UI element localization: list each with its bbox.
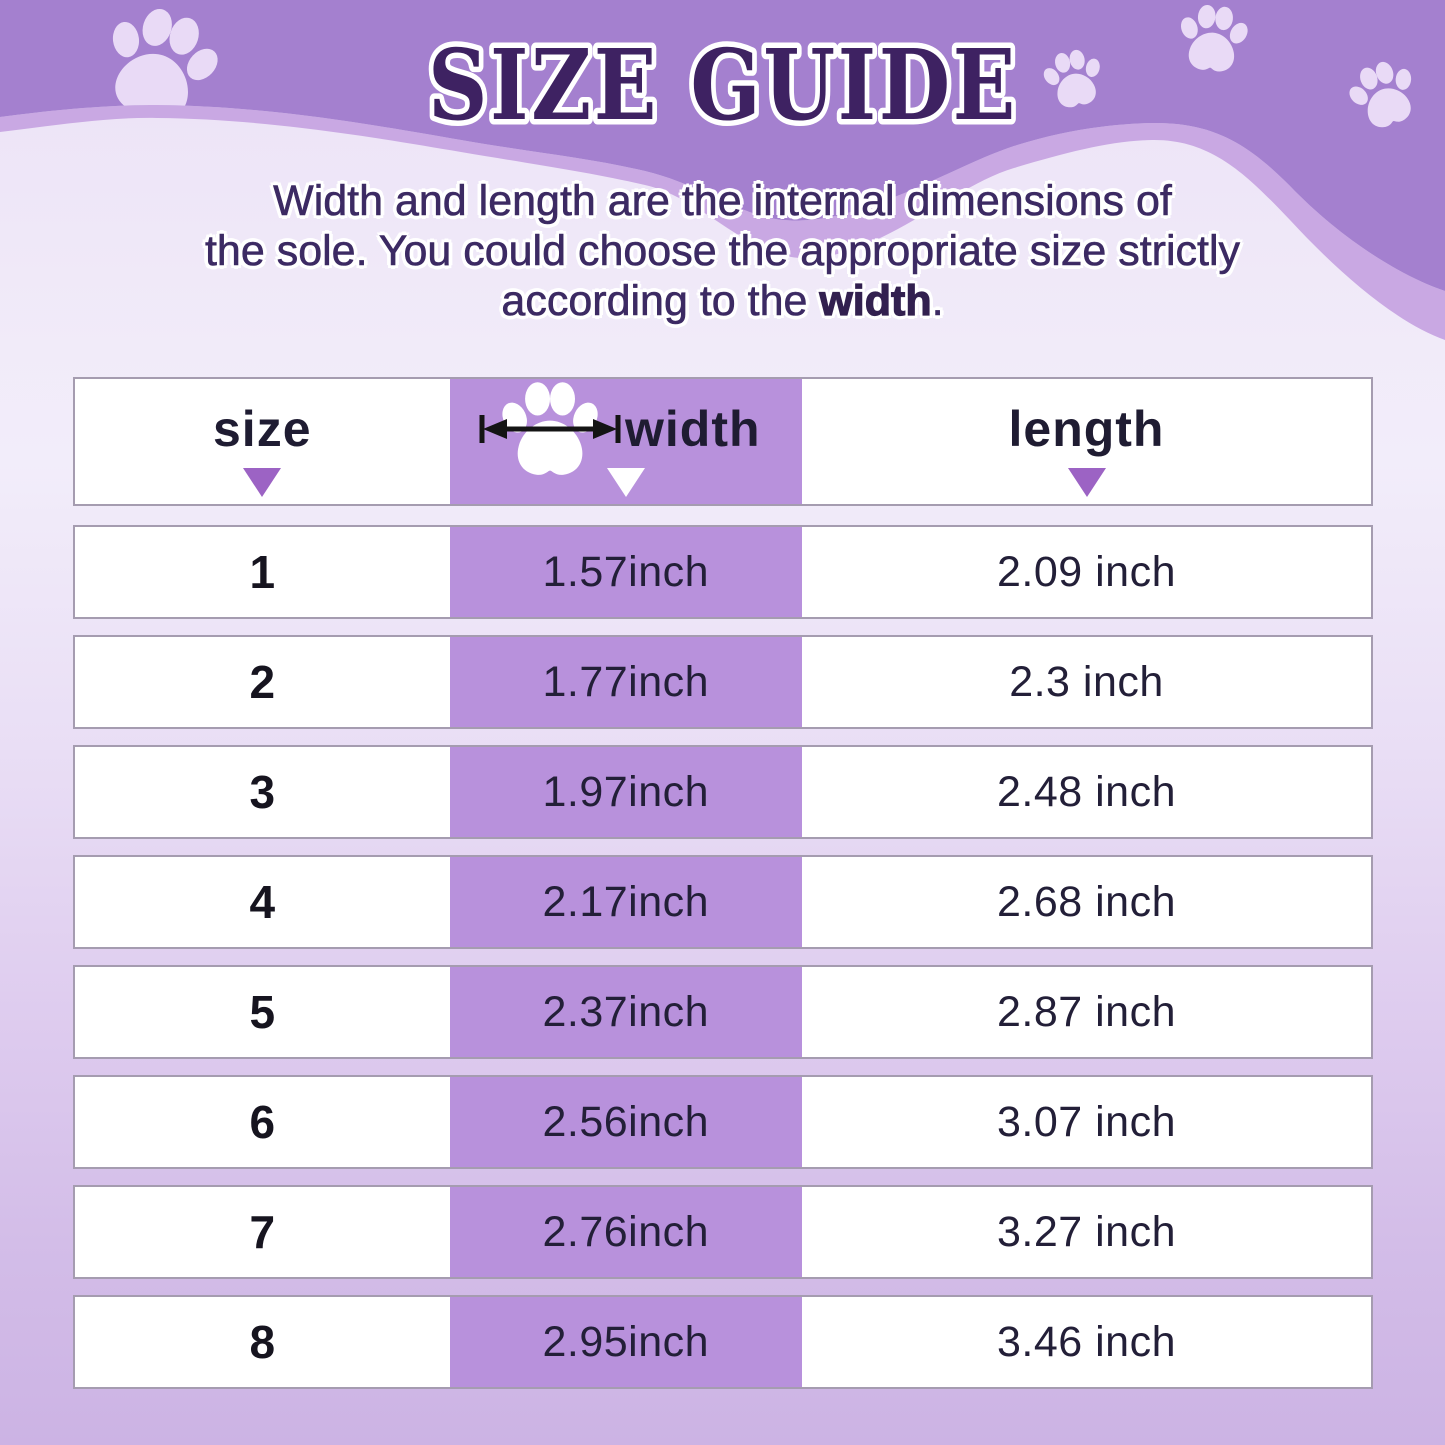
length-cell — [802, 747, 1371, 837]
length-value: 3.07 inch — [996, 1097, 1177, 1146]
triangle-pointer-icon — [607, 468, 645, 497]
size-value: 8 — [249, 1316, 276, 1368]
table-row — [73, 855, 1373, 949]
width-cell — [450, 637, 803, 727]
header-size-cell — [75, 379, 450, 504]
length-value: 2.48 inch — [996, 767, 1177, 816]
size-value: 5 — [249, 986, 276, 1038]
width-value: 1.77inch — [542, 657, 710, 706]
table-row — [73, 635, 1373, 729]
header-length-cell — [802, 379, 1371, 504]
subtitle-line-3-suffix: . — [931, 277, 944, 325]
header-length-label: length — [1008, 400, 1165, 457]
table-row — [73, 1185, 1373, 1279]
width-cell — [450, 1297, 803, 1387]
size-table — [73, 377, 1373, 1405]
size-cell — [75, 967, 450, 1057]
width-value: 2.17inch — [542, 877, 710, 926]
subtitle-line-3 — [0, 276, 1445, 326]
size-value: 7 — [249, 1206, 276, 1258]
length-cell — [802, 1187, 1371, 1277]
width-cell — [450, 1187, 803, 1277]
title-banner — [373, 20, 1073, 150]
width-measure-icon — [491, 377, 609, 481]
size-cell — [75, 637, 450, 727]
triangle-pointer-icon — [243, 468, 281, 497]
length-cell — [802, 637, 1371, 727]
length-value: 3.27 inch — [996, 1207, 1177, 1256]
width-value: 1.97inch — [542, 767, 710, 816]
size-cell — [75, 527, 450, 617]
size-value: 6 — [249, 1096, 276, 1148]
size-cell — [75, 1077, 450, 1167]
width-cell — [450, 747, 803, 837]
length-cell — [802, 527, 1371, 617]
table-header-row — [73, 377, 1373, 506]
length-value: 3.46 inch — [996, 1317, 1177, 1366]
length-cell — [802, 967, 1371, 1057]
width-measure-arrow-icon — [477, 411, 623, 447]
header-size-label: size — [213, 400, 312, 457]
length-cell — [802, 857, 1371, 947]
size-value: 2 — [249, 656, 276, 708]
size-cell — [75, 857, 450, 947]
subtitle — [0, 176, 1445, 326]
width-cell — [450, 857, 803, 947]
subtitle-line-3-prefix: according to the — [501, 277, 820, 325]
page-title: SIZE GUIDE — [427, 28, 1018, 142]
width-value: 1.57inch — [542, 547, 710, 596]
width-cell — [450, 527, 803, 617]
size-value: 3 — [249, 766, 276, 818]
table-row — [73, 745, 1373, 839]
size-cell — [75, 1187, 450, 1277]
size-value: 4 — [249, 876, 276, 928]
table-row — [73, 525, 1373, 619]
width-value: 2.56inch — [542, 1097, 710, 1146]
width-cell — [450, 967, 803, 1057]
subtitle-line-2: the sole. You could choose the appropriate size strictly — [204, 227, 1241, 275]
width-value: 2.37inch — [542, 987, 710, 1036]
header-width-cell — [450, 379, 803, 504]
width-cell — [450, 1077, 803, 1167]
width-value: 2.76inch — [542, 1207, 710, 1256]
size-cell — [75, 747, 450, 837]
length-value: 2.09 inch — [996, 547, 1177, 596]
subtitle-line-3-bold-word: width — [819, 277, 932, 325]
table-row — [73, 965, 1373, 1059]
length-value: 2.87 inch — [996, 987, 1177, 1036]
length-cell — [802, 1077, 1371, 1167]
table-row — [73, 1075, 1373, 1169]
table-row — [73, 1295, 1373, 1389]
header-width-label: width — [625, 400, 761, 457]
length-value: 2.3 inch — [1009, 657, 1164, 706]
subtitle-line-1: Width and length are the internal dimensions of — [273, 177, 1172, 225]
size-cell — [75, 1297, 450, 1387]
length-value: 2.68 inch — [996, 877, 1177, 926]
length-cell — [802, 1297, 1371, 1387]
size-value: 1 — [249, 546, 276, 598]
width-value: 2.95inch — [542, 1317, 710, 1366]
triangle-pointer-icon — [1068, 468, 1106, 497]
